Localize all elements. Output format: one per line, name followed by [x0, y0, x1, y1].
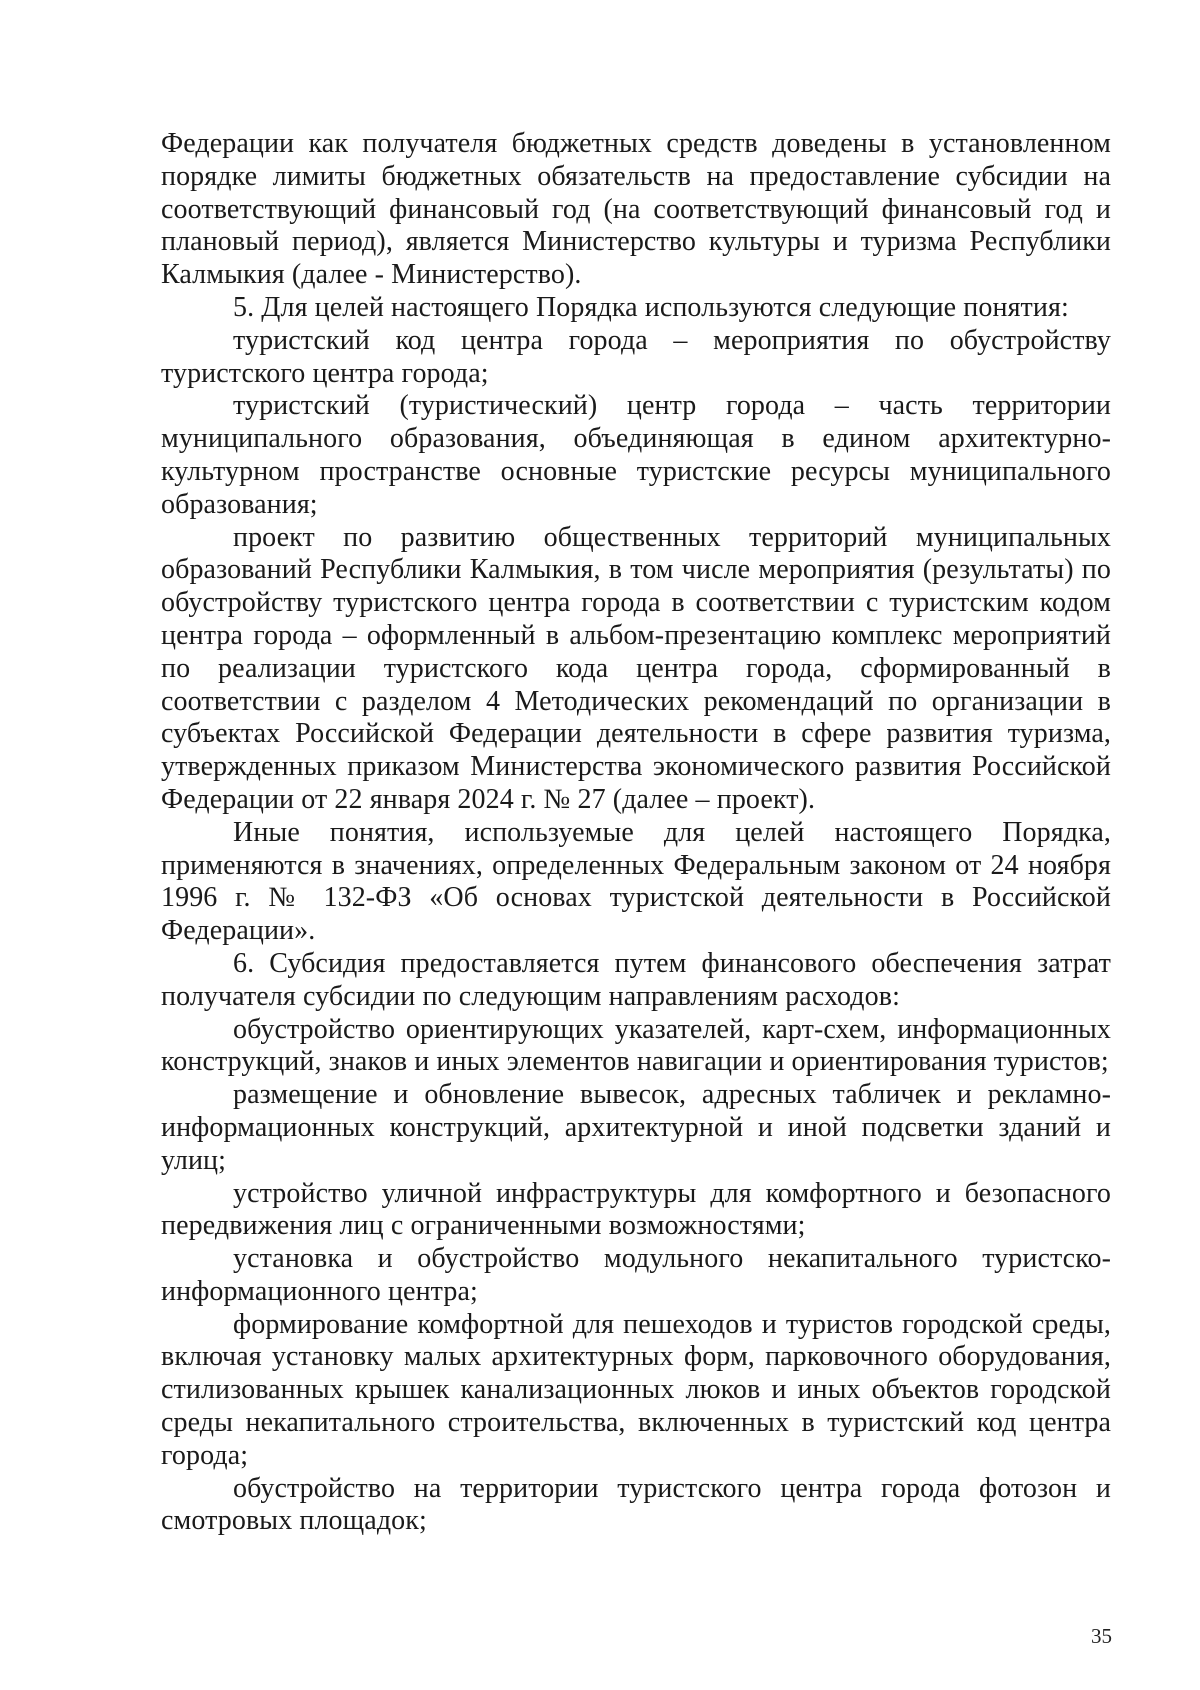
paragraph-expense-accessibility: устройство уличной инфраструктуры для комфортного и безопасного передвижения лиц с ограниченными возможностями; — [161, 1177, 1111, 1242]
paragraph-other-concepts: Иные понятия, используемые для целей настоящего Порядка, применяются в значениях, определенных Федеральным законом от 24 ноября 1996 г. № 132-ФЗ «Об основах туристской деятельности в Российской Федерации». — [161, 816, 1111, 947]
paragraph-expense-urban-environment: формирование комфортной для пешеходов и туристов городской среды, включая установку малых архитектурных форм, парковочного оборудования, стилизованных крышек канализационных люков и иных объектов городской среды некапитального строительства, включенных в туристский код центра города; — [161, 1308, 1111, 1471]
paragraph-definition-project: проект по развитию общественных территорий муниципальных образований Республики Калмыкия, в том числе мероприятия (результаты) по обустройству туристского центра города в соответствии с туристским кодом центра города – оформленный в альбом-презентацию комплекс мероприятий по реализации туристского кода центра города, сформированный в соответствии с разделом 4 Методических рекомендаций по организации в субъектах Российской Федерации деятельности в сфере развития туризма, утвержденных приказом Министерства экономического развития Российской Федерации от 22 января 2024 г. № 27 (далее – проект). — [161, 521, 1111, 815]
paragraph-expense-signage: обустройство ориентирующих указателей, карт-схем, информационных конструкций, знаков и иных элементов навигации и ориентирования туристов; — [161, 1013, 1111, 1078]
page-number: 35 — [1091, 1624, 1112, 1648]
document-body — [161, 128, 1111, 1538]
paragraph-expense-lighting: размещение и обновление вывесок, адресных табличек и рекламно-информационных конструкций, архитектурной и иной подсветки зданий и улиц; — [161, 1079, 1111, 1176]
paragraph-definition-tourist-center: туристский (туристический) центр города – часть территории муниципального образования, объединяющая в едином архитектурно-культурном пространстве основные туристские ресурсы муниципального образования; — [161, 390, 1111, 520]
paragraph-definition-tourist-code: туристский код центра города – мероприятия по обустройству туристского центра города; — [161, 324, 1111, 389]
paragraph-item-5: 5. Для целей настоящего Порядка используются следующие понятия: — [233, 291, 1069, 323]
paragraph-continuation: Федерации как получателя бюджетных средств доведены в установленном порядке лимиты бюджетных обязательств на предоставление субсидии на соответствующий финансовый год (на соответствующий финансовый год и плановый период), является Министерство культуры и туризма Республики Калмыкия (далее - Министерство). — [161, 128, 1111, 291]
paragraph-expense-photo-zones: обустройство на территории туристского центра города фотозон и смотровых площадок; — [161, 1472, 1111, 1537]
paragraph-expense-info-center: установка и обустройство модульного некапитального туристско-информационного центра; — [161, 1243, 1111, 1307]
paragraph-item-6: 6. Субсидия предоставляется путем финансового обеспечения затрат получателя субсидии по следующим направлениям расходов: — [161, 947, 1111, 1012]
